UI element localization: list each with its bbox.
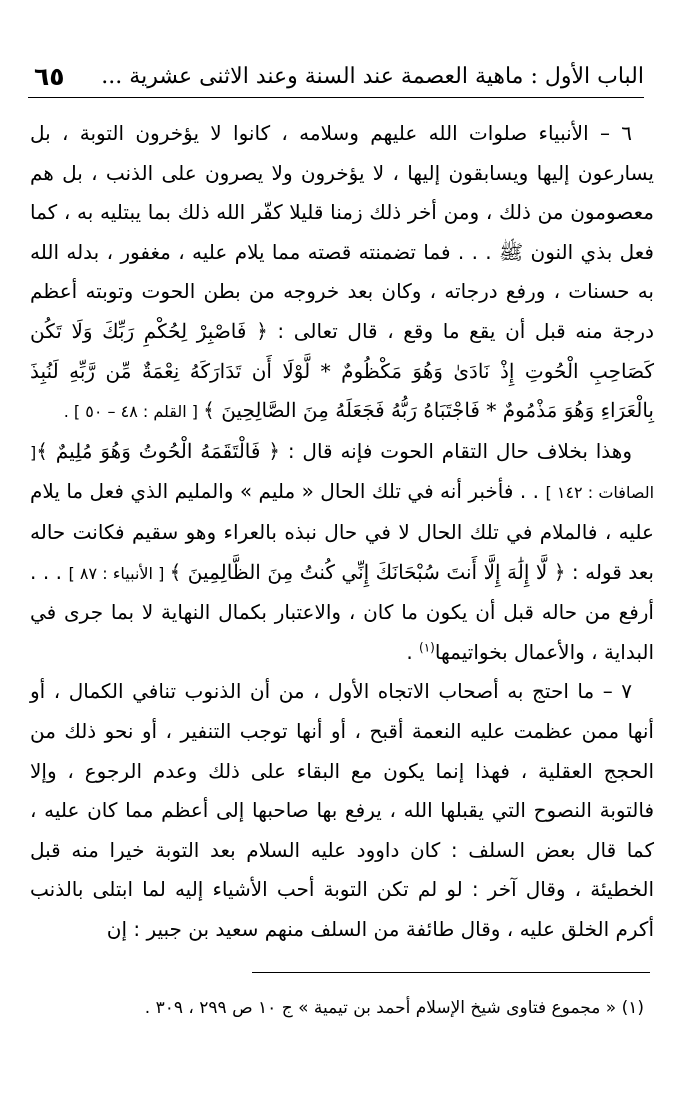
quran-bracket-open: ﴿ <box>256 318 268 343</box>
quran-bracket-open: ﴿ <box>553 559 566 584</box>
verse-reference: [ الصافات : ١٤٢ ] <box>30 442 655 503</box>
quran-verse: لَّا إِلَٰهَ إِلَّا أَنتَ سُبْحَانَكَ إِنِّي كُنتُ مِنَ الظَّالِمِينَ <box>181 559 554 584</box>
quran-bracket-open: ﴿ <box>268 438 281 463</box>
quran-verse: فَالْتَقَمَهُ الْحُوتُ وَهُوَ مُلِيمٌ <box>47 438 269 463</box>
header-divider <box>28 97 644 98</box>
paragraph-7 <box>30 672 654 949</box>
paragraph-6 <box>30 114 654 432</box>
quran-bracket-close: ﴾ <box>203 398 215 423</box>
text-segment: . . فأخبر أنه في تلك الحال « مليم » والمليم الذي فعل ما يلام عليه ، فالملام في تلك الحال لا في حال نبذه بالعراء وهو سقيم فكانت حاله بعد قوله : <box>30 479 654 584</box>
quran-bracket-close: ﴾ <box>169 559 182 584</box>
footnote-marker: (١) <box>419 640 435 655</box>
text-segment: ٧ – ما احتج به أصحاب الاتجاه الأول ، من أن الذنوب تنافي الكمال ، أو أنها ممن عظمت عليه النعمة أقبح ، أو أنها توجب التنفير ، أو نحو ذلك من الحجج العقلية ، فهذا إنما يكون مع البقاء على ذلك وعدم الرجوع ، وإلا فالتوبة النصوح التي يقبلها الله ، يرفع بها صاحبها إلى أعظم مما كان عليه ، كما قال بعض السلف : كان داوود عليه السلام بعد التوبة خيرا منه قبل الخطيئة ، وقال آخر : لو لم تكن التوبة أحب الأشياء إليه لما ابتلى بالذنب أكرم الخلق عليه ، وقال طائفة من السلف منهم سعيد بن جبير : إن <box>30 679 654 941</box>
text-segment: . <box>406 639 420 664</box>
footnote: (١) « مجموع فتاوى شيخ الإسلام أحمد بن تيمية » ج ١٠ ص ٢٩٩ ، ٣٠٩ . <box>144 998 644 1018</box>
quran-bracket-close: ﴾ <box>36 438 48 463</box>
verse-reference: [ الأنبياء : ٨٧ ] <box>68 563 170 583</box>
footnote-divider <box>252 972 650 973</box>
chapter-title: الباب الأول : ماهية العصمة عند السنة وعند الاثنى عشرية ... <box>101 64 644 89</box>
verse-reference: [ القلم : ٤٨ – ٥٠ ] . <box>63 402 204 422</box>
text-segment: ٦ – الأنبياء صلوات الله عليهم وسلامه ، كانوا لا يؤخرون التوبة ، بل يسارعون إليها ويسابقون إليها ، لا يؤخرون ولا يصرون على الذنب ، بل هم معصومون من ذلك ، ومن أخر ذلك زمنا قليلا كفّر الله ذلك بما يبتليه به ، كما فعل بذي النون ﷺ . . . فما تضمنته قصته مما يلام عليه ، مغفور ، بدله الله به حسنات ، ورفع درجاته ، وكان بعد خروجه من بطن الحوت وتوبته أعظم درجة منه قبل أن يقع ما وقع ، قال تعالى : <box>30 121 654 343</box>
text-segment: . . . أرفع من حاله قبل أن يكون ما كان ، والاعتبار بكمال النهاية لا بما جرى في البداية ، والأعمال بخواتيمها <box>30 559 654 664</box>
paragraph-continued <box>30 432 654 673</box>
text-segment: وهذا بخلاف حال التقام الحوت فإنه قال : <box>280 438 632 463</box>
quran-verse: فَاصْبِرْ لِحُكْمِ رَبِّكَ وَلَا تَكُن كَصَاحِبِ الْحُوتِ إِذْ نَادَىٰ وَهُوَ مَكْظُومٌ * لَّوْلَا أَن تَدَارَكَهُ نِعْمَةٌ مِّن رَّبِّهِ لَنُبِذَ بِالْعَرَاءِ وَهُوَ مَذْمُومٌ * فَاجْتَبَاهُ رَبُّهُ فَجَعَلَهُ مِنَ الصَّالِحِينَ <box>30 318 654 423</box>
main-text <box>30 114 654 949</box>
page-number: ٦٥ <box>34 62 65 91</box>
running-header <box>28 58 644 98</box>
